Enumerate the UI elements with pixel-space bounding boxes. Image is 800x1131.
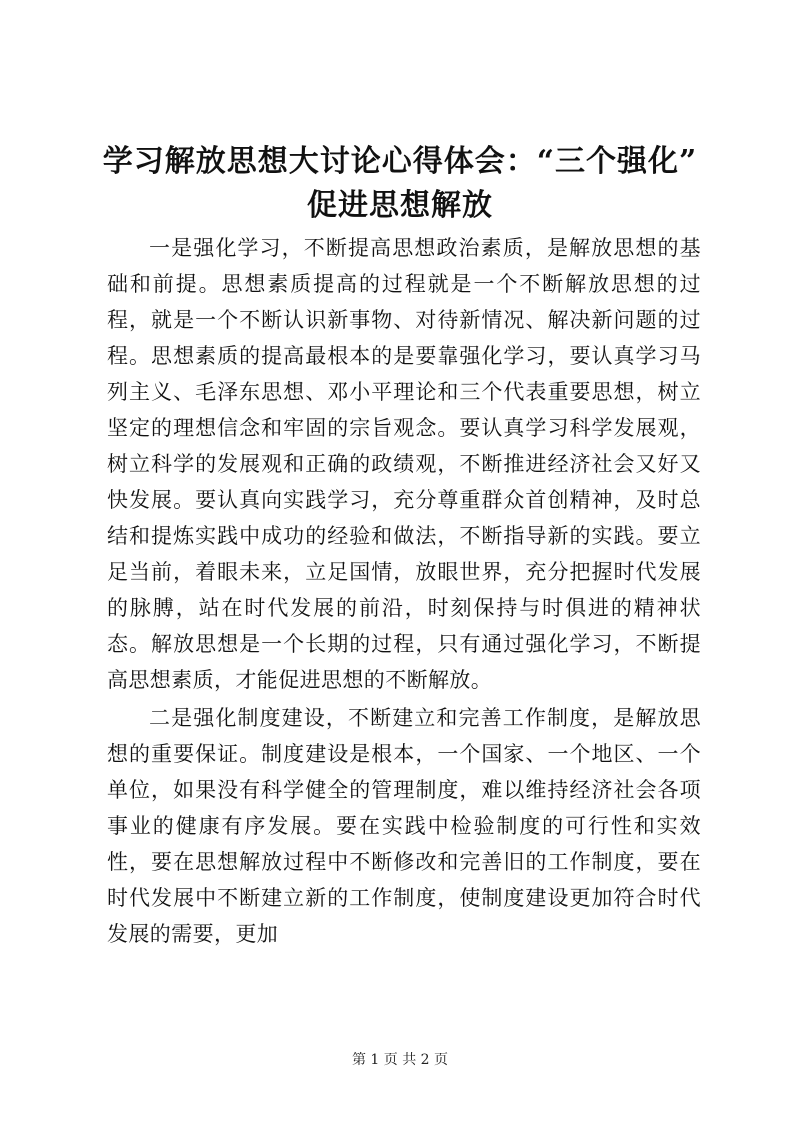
page-number-footer: 第 1 页 共 2 页 (351, 1052, 449, 1068)
paragraph-1: 一是强化学习，不断提高思想政治素质，是解放思想的基础和前提。思想素质提高的过程就是一个不断解放思想的过程，就是一个不断认识新事物、对待新情况、解决新问题的过程。思想素质的提高最根本的是要靠强化学习，要认真学习马列主义、毛泽东思想、邓小平理论和三个代表重要思想，树立坚定的理想信念和牢固的宗旨观念。要认真学习科学发展观，树立科学的发展观和正确的政绩观，不断推进经济社会又好又快发展。要认真向实践学习，充分尊重群众首创精神，及时总结和提炼实践中成功的经验和做法，不断指导新的实践。要立足当前，着眼未来，立足国情，放眼世界，充分把握时代发展的脉膊，站在时代发展的前沿，时刻保持与时俱进的精神状态。解放思想是一个长期的过程，只有通过强化学习，不断提高思想素质，才能促进思想的不断解放。 (107, 236, 701, 692)
title-line-1: 学习解放思想大讨论心得体会：“三个强化” (102, 144, 698, 179)
document-title (90, 140, 710, 228)
title-line-2: 促进思想解放 (307, 188, 493, 223)
document-body (107, 230, 701, 954)
paragraph-2: 二是强化制度建设，不断建立和完善工作制度，是解放思想的重要保证。制度建设是根本，一个国家、一个地区、一个单位，如果没有科学健全的管理制度，难以维持经济社会各项事业的健康有序发展。要在实践中检验制度的可行性和实效性，要在思想解放过程中不断修改和完善旧的工作制度，要在时代发展中不断建立新的工作制度，使制度建设更加符合时代发展的需要，更加 (107, 706, 701, 946)
